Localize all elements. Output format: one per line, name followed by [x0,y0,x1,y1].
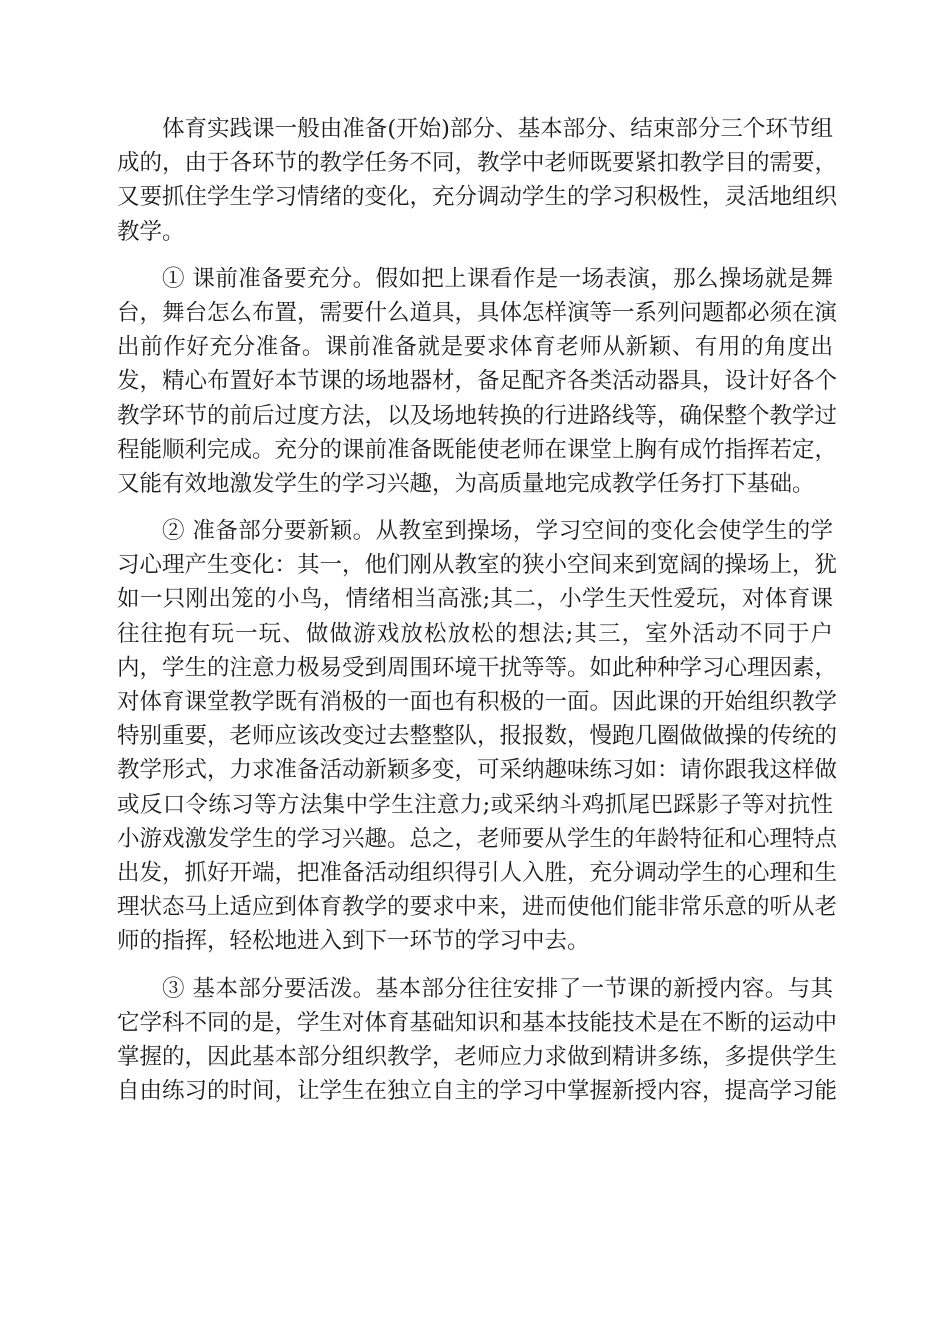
text-line: 教学。 [117,218,185,245]
text-line: 发，精心布置好本节课的场地器材，备足配齐各类活动器具，设计好各个 [117,368,838,395]
text-line: 掌握的，因此基本部分组织教学，老师应力求做到精讲多练，多提供学生 [117,1043,838,1070]
text-line: 台，舞台怎么布置，需要什么道具，具体怎样演等一系列问题都必须在演 [117,299,838,326]
paragraph-intro [117,112,838,249]
text-line: 自由练习的时间，让学生在独立自主的学习中掌握新授内容，提高学习能 [117,1078,838,1105]
text-line: 或反口令练习等方法集中学生注意力;或采纳斗鸡抓尾巴踩影子等对抗性 [117,791,833,818]
text-line: 师的指挥，轻松地进入到下一环节的学习中去。 [117,928,590,955]
text-line: 出发，抓好开端，把准备活动组织得引人入胜，充分调动学生的心理和生 [117,859,838,886]
text-line: 习心理产生变化：其一，他们刚从教室的狭小空间来到宽阔的操场上，犹 [117,552,838,579]
text-line: 对体育课堂教学既有消极的一面也有积极的一面。因此课的开始组织教学 [117,689,838,715]
paragraph-warmup [117,514,838,958]
text-line: 又要抓住学生学习情绪的变化，充分调动学生的学习积极性，灵活地组织 [117,184,838,211]
text-line: 体育实践课一般由准备(开始)部分、基本部分、结束部分三个环节组 [162,116,833,142]
paragraph-preparation [117,262,838,501]
text-line: 教学环节的前后过度方法，以及场地转换的行进路线等，确保整个教学过 [117,402,838,429]
document-body [117,112,838,1121]
text-line: 它学科不同的是，学生对体育基础知识和基本技能技术是在不断的运动中 [117,1009,838,1036]
paragraph-basic-part [117,972,838,1109]
text-line: 特别重要，老师应该改变过去整整队，报报数，慢跑几圈做做操的传统的 [117,723,838,750]
text-line: 如一只刚出笼的小鸟，情绪相当高涨;其二，小学生天性爱玩，对体育课 [117,586,833,613]
text-line: 又能有效地激发学生的学习兴趣，为高质量地完成教学任务打下基础。 [117,470,815,497]
text-line: 成的，由于各环节的教学任务不同，教学中老师既要紧扣教学目的需要， [117,150,838,177]
text-line: 内，学生的注意力极易受到周围环境干扰等等。如此种种学习心理因素， [117,654,838,681]
text-line: ③ 基本部分要活泼。基本部分往往安排了一节课的新授内容。与其 [162,975,833,1002]
text-line: 出前作好充分准备。课前准备就是要求体育老师从新颖、有用的角度出 [117,334,833,361]
text-line: 教学形式，力求准备活动新颖多变，可采纳趣味练习如：请你跟我这样做 [117,757,838,784]
text-line: 小游戏激发学生的学习兴趣。总之，老师要从学生的年龄特征和心理特点 [117,825,838,852]
text-line: ① 课前准备要充分。假如把上课看作是一场表演，那么操场就是舞 [162,265,833,292]
text-line: 往往抱有玩一玩、做做游戏放松放松的想法;其三，室外活动不同于户 [117,620,833,647]
text-line: ② 准备部分要新颖。从教室到操场，学习空间的变化会使学生的学 [162,518,833,545]
text-line: 理状态马上适应到体育教学的要求中来，进而使他们能非常乐意的听从老 [117,894,838,921]
text-line: 程能顺利完成。充分的课前准备既能使老师在课堂上胸有成竹指挥若定， [117,436,838,463]
